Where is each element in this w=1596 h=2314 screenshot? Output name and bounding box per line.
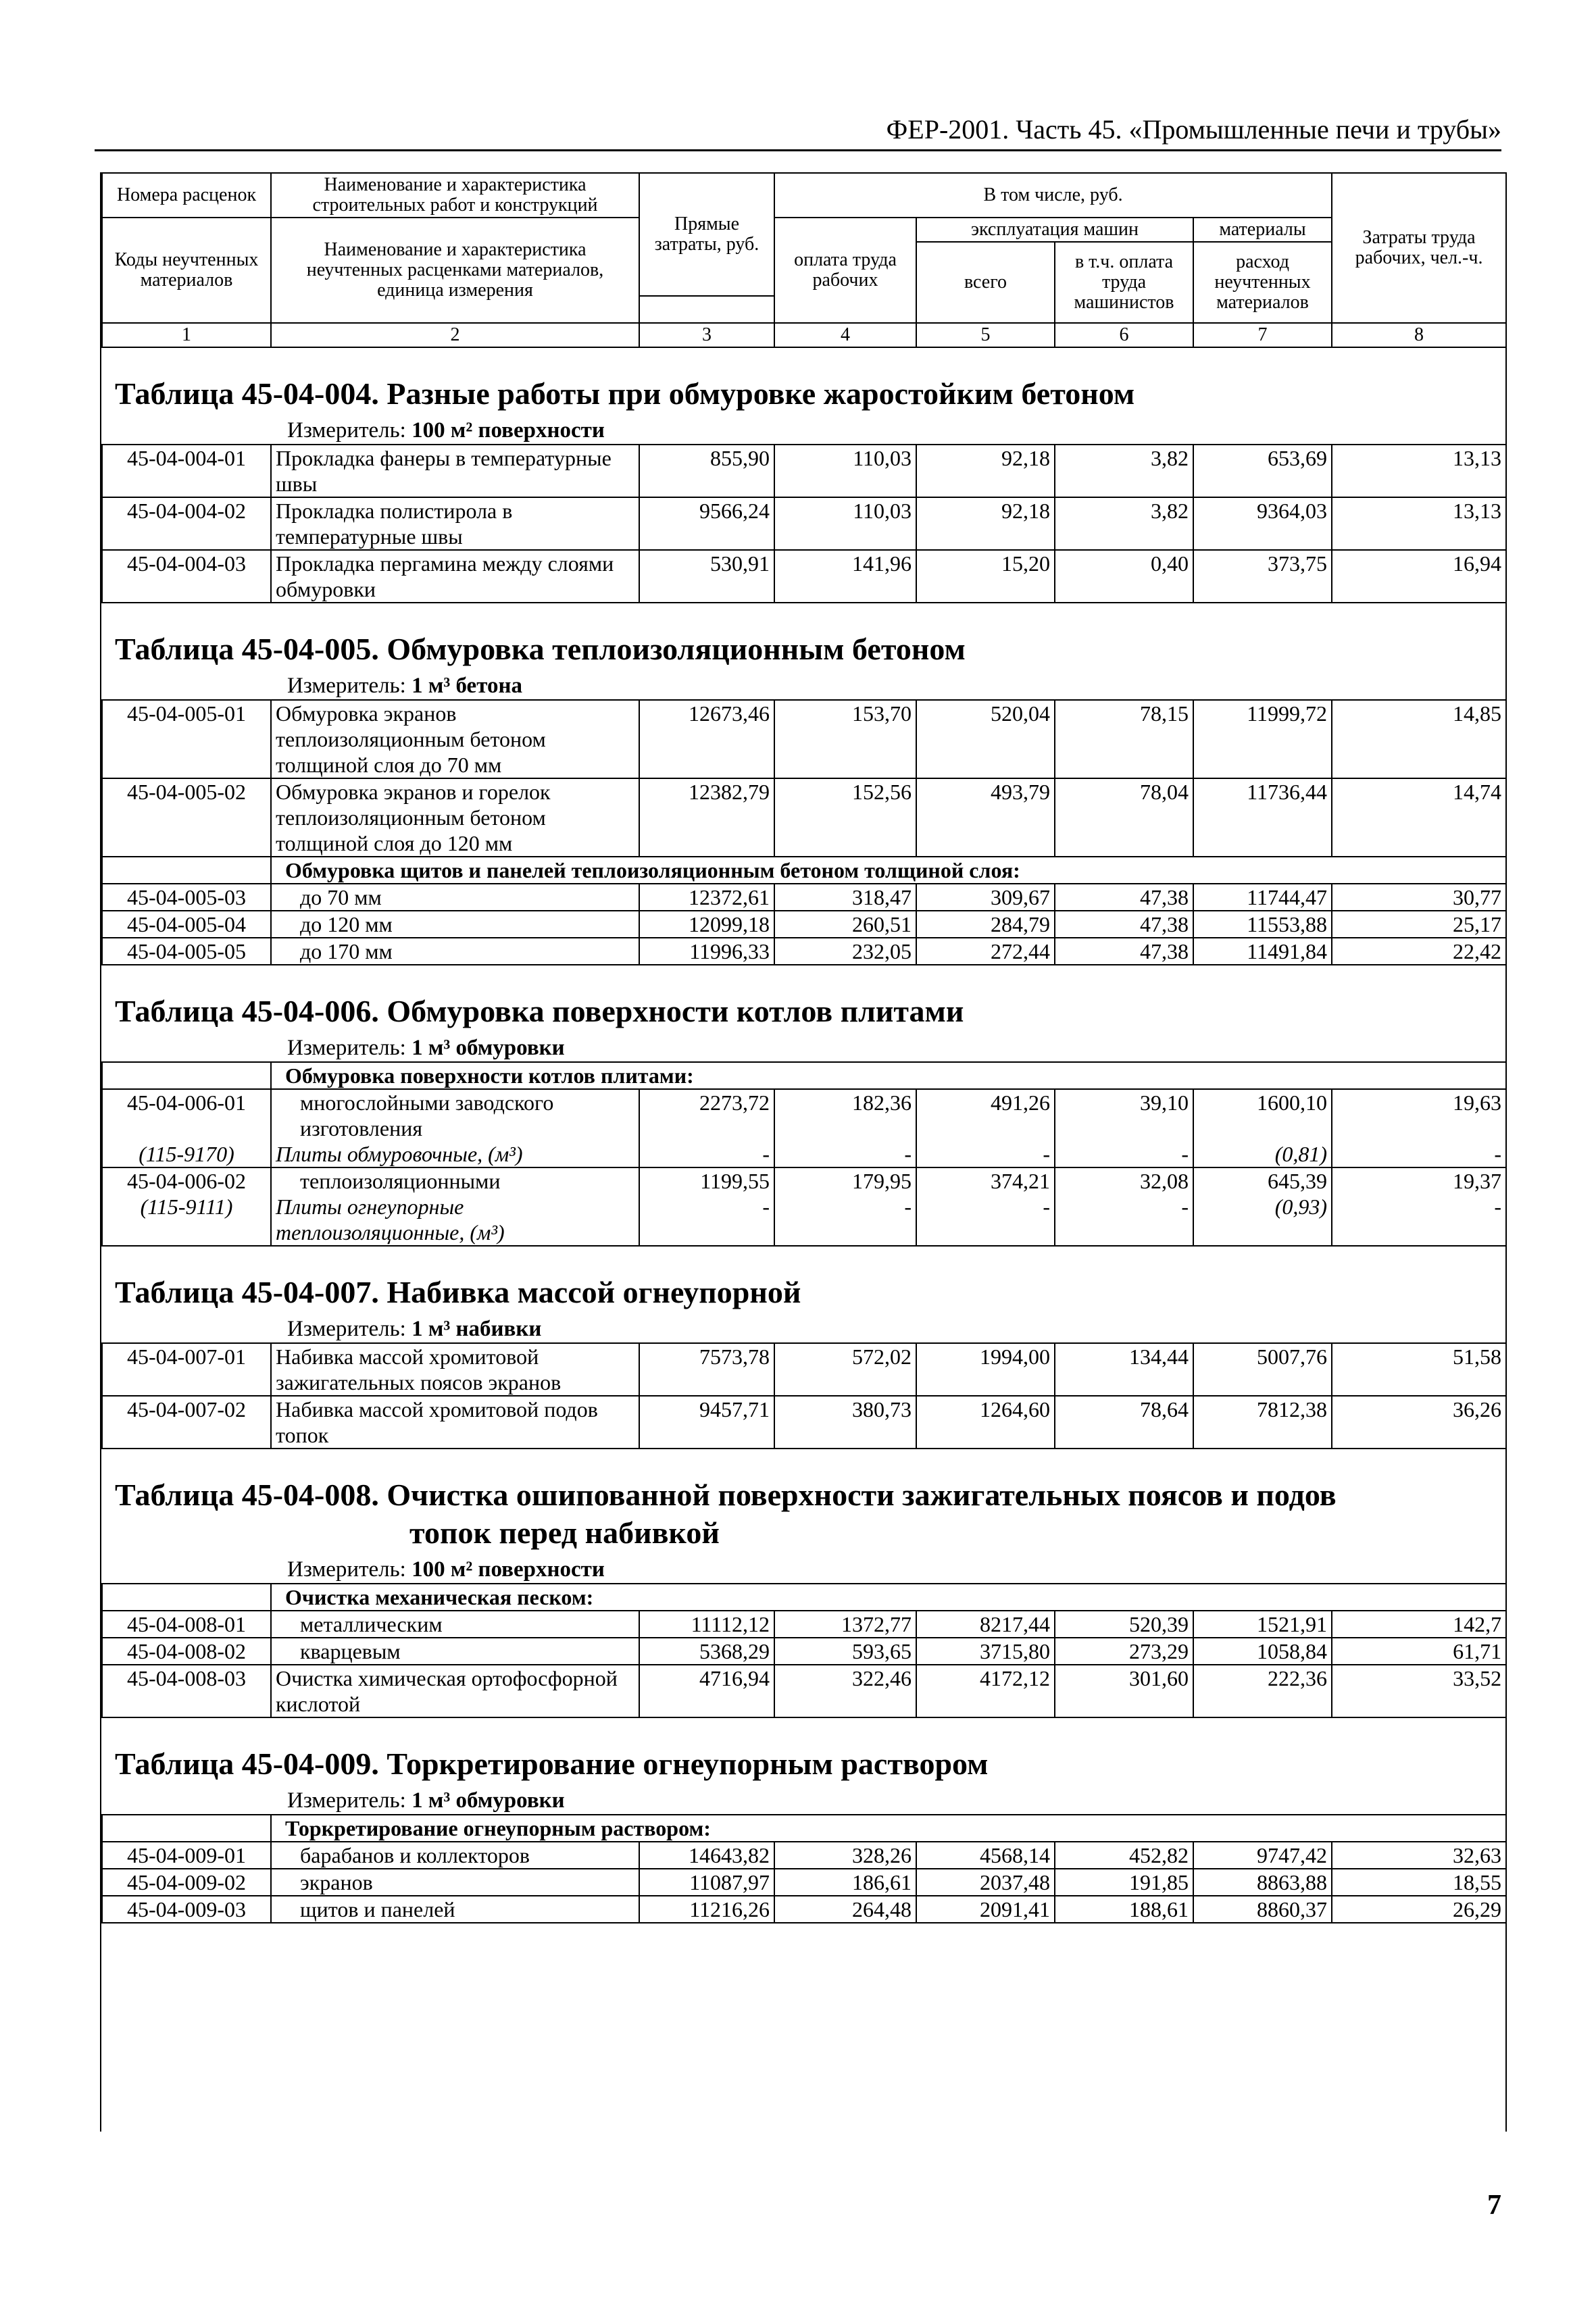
direct-costs: 5368,29 bbox=[639, 1638, 774, 1665]
work-name: многослойными заводского изготовления bbox=[300, 1090, 554, 1140]
materials: 11553,88 bbox=[1193, 911, 1332, 938]
running-header: ФЕР-2001. Часть 45. «Промышленные печи и трубы» bbox=[95, 114, 1501, 151]
table-row bbox=[102, 1842, 1506, 1869]
rate-code: 45-04-007-01 bbox=[102, 1343, 271, 1396]
labor-hours: 36,26 bbox=[1332, 1396, 1506, 1449]
table-row bbox=[102, 1089, 1506, 1167]
section-45-04-005 bbox=[101, 630, 1505, 965]
material-direct: - bbox=[762, 1194, 770, 1219]
machines-operators: 78,64 bbox=[1055, 1396, 1193, 1449]
material-name: Плиты обмуровочные, (м³) bbox=[276, 1142, 523, 1166]
labor-pay: 141,96 bbox=[774, 550, 916, 603]
labor-hours: 33,52 bbox=[1332, 1665, 1506, 1717]
hdr-num: 1 bbox=[102, 323, 271, 347]
table-row bbox=[102, 1611, 1506, 1638]
meter: Измеритель: 100 м² поверхности bbox=[287, 418, 605, 443]
rates-table bbox=[101, 1583, 1507, 1718]
page-number: 7 bbox=[1487, 2190, 1501, 2221]
meter: Измеритель: 100 м² поверхности bbox=[287, 1557, 605, 1582]
table-row bbox=[102, 884, 1506, 911]
group-subheader: Очистка механическая песком: bbox=[271, 1584, 1506, 1611]
work-name: Прокладка пергамина между слоями обмуровки bbox=[271, 550, 639, 603]
rate-code: 45-04-004-02 bbox=[102, 497, 271, 550]
machines-total: 2037,48 bbox=[916, 1869, 1055, 1896]
machines-total: 92,18 bbox=[916, 497, 1055, 550]
materials: 11744,47 bbox=[1193, 884, 1332, 911]
table-row bbox=[102, 1896, 1506, 1923]
machines-operators: 134,44 bbox=[1055, 1343, 1193, 1396]
hdr-machines-total: всего bbox=[916, 242, 1055, 323]
machines-total: 493,79 bbox=[916, 778, 1055, 857]
materials: 9364,03 bbox=[1193, 497, 1332, 550]
direct-costs: 14643,82 bbox=[639, 1842, 774, 1869]
materials: 11736,44 bbox=[1193, 778, 1332, 857]
work-name: Набивка массой хромитовой зажигательных поясов экранов bbox=[271, 1343, 639, 1396]
section-45-04-007 bbox=[101, 1274, 1505, 1449]
rate-code: 45-04-008-01 bbox=[102, 1611, 271, 1638]
direct-costs: 12382,79 bbox=[639, 778, 774, 857]
rate-code: 45-04-005-01 bbox=[102, 700, 271, 778]
machines-operators: 520,39 bbox=[1055, 1611, 1193, 1638]
table-row bbox=[102, 778, 1506, 857]
machines-operators: 47,38 bbox=[1055, 884, 1193, 911]
labor-pay: 153,70 bbox=[774, 700, 916, 778]
labor-hours: 26,29 bbox=[1332, 1896, 1506, 1923]
material-labor: - bbox=[904, 1142, 912, 1166]
machines-operators: 0,40 bbox=[1055, 550, 1193, 603]
rate-code: 45-04-005-03 bbox=[102, 884, 271, 911]
rates-table bbox=[101, 1342, 1507, 1449]
material-mach: - bbox=[1043, 1194, 1050, 1219]
meter: Измеритель: 1 м³ набивки bbox=[287, 1317, 542, 1341]
hdr-num: 7 bbox=[1193, 323, 1332, 347]
hdr-empty bbox=[639, 296, 774, 323]
table-row bbox=[102, 550, 1506, 603]
work-name: Обмуровка экранов теплоизоляционным бетоном толщиной слоя до 70 мм bbox=[271, 700, 639, 778]
labor-pay: 152,56 bbox=[774, 778, 916, 857]
section-45-04-006 bbox=[101, 992, 1505, 1247]
table-row bbox=[102, 911, 1506, 938]
materials: 373,75 bbox=[1193, 550, 1332, 603]
labor-pay: 186,61 bbox=[774, 1869, 916, 1896]
work-name: металлическим bbox=[271, 1611, 639, 1638]
materials: 8863,88 bbox=[1193, 1869, 1332, 1896]
machines-total: 8217,44 bbox=[916, 1611, 1055, 1638]
machines-total: 309,67 bbox=[916, 884, 1055, 911]
group-subheader: Торкретирование огнеупорным раствором: bbox=[271, 1815, 1506, 1842]
labor-hours: 142,7 bbox=[1332, 1611, 1506, 1638]
material-direct: - bbox=[762, 1142, 770, 1166]
hdr-codes-top: Номера расценок bbox=[102, 173, 271, 218]
labor-pay: 232,05 bbox=[774, 938, 916, 965]
table-row bbox=[102, 1869, 1506, 1896]
materials: 1600,10 bbox=[1257, 1090, 1327, 1115]
machines-total: 92,18 bbox=[916, 445, 1055, 497]
rate-code: 45-04-006-02 bbox=[127, 1169, 246, 1193]
price-sheet bbox=[100, 172, 1507, 2132]
labor-pay: 380,73 bbox=[774, 1396, 916, 1449]
rate-code: 45-04-008-02 bbox=[102, 1638, 271, 1665]
section-45-04-008 bbox=[101, 1476, 1505, 1718]
direct-costs: 11996,33 bbox=[639, 938, 774, 965]
table-row bbox=[102, 497, 1506, 550]
table-row bbox=[102, 700, 1506, 778]
labor-hours: 19,63 bbox=[1453, 1090, 1502, 1115]
machines-total: 2091,41 bbox=[916, 1896, 1055, 1923]
hdr-names-top: Наименование и характеристика строительных работ и конструкций bbox=[271, 173, 639, 218]
hdr-machines: эксплуатация машин bbox=[916, 218, 1193, 242]
section-title: Таблица 45-04-004. Разные работы при обмуровке жаростойким бетоном bbox=[115, 376, 1135, 411]
labor-pay: 260,51 bbox=[774, 911, 916, 938]
section-45-04-009 bbox=[101, 1745, 1505, 1923]
direct-costs: 11112,12 bbox=[639, 1611, 774, 1638]
table-row bbox=[102, 1167, 1506, 1246]
column-header-table bbox=[101, 172, 1507, 348]
machines-operators: 273,29 bbox=[1055, 1638, 1193, 1665]
machines-operators: 47,38 bbox=[1055, 911, 1193, 938]
section-45-04-004 bbox=[101, 375, 1505, 603]
labor-hours: 14,85 bbox=[1332, 700, 1506, 778]
machines-total: 520,04 bbox=[916, 700, 1055, 778]
machines-operators: 39,10 bbox=[1140, 1090, 1189, 1115]
direct-costs: 9566,24 bbox=[639, 497, 774, 550]
machines-operators: 301,60 bbox=[1055, 1665, 1193, 1717]
materials: 11491,84 bbox=[1193, 938, 1332, 965]
hdr-machines-operators: в т.ч. оплата труда машинистов bbox=[1055, 242, 1193, 323]
machines-operators: 3,82 bbox=[1055, 445, 1193, 497]
table-row bbox=[102, 938, 1506, 965]
hdr-labor-costs: Затраты труда рабочих, чел.-ч. bbox=[1332, 173, 1506, 323]
direct-costs: 12099,18 bbox=[639, 911, 774, 938]
material-quantity: (0,81) bbox=[1274, 1142, 1327, 1166]
material-name: Плиты огнеупорные теплоизоляционные, (м³) bbox=[276, 1194, 505, 1244]
material-labor: - bbox=[904, 1194, 912, 1219]
table-row bbox=[102, 1343, 1506, 1396]
labor-pay: 1372,77 bbox=[774, 1611, 916, 1638]
labor-pay: 179,95 bbox=[852, 1169, 912, 1193]
machines-total: 284,79 bbox=[916, 911, 1055, 938]
machines-total: 4172,12 bbox=[916, 1665, 1055, 1717]
rate-code: 45-04-009-03 bbox=[102, 1896, 271, 1923]
work-name: Обмуровка экранов и горелок теплоизоляционным бетоном толщиной слоя до 120 мм bbox=[271, 778, 639, 857]
labor-pay: 318,47 bbox=[774, 884, 916, 911]
direct-costs: 11216,26 bbox=[639, 1896, 774, 1923]
work-name: щитов и панелей bbox=[271, 1896, 639, 1923]
machines-total: 3715,80 bbox=[916, 1638, 1055, 1665]
material-hours: - bbox=[1494, 1142, 1502, 1166]
work-name: до 120 мм bbox=[271, 911, 639, 938]
machines-operators: 3,82 bbox=[1055, 497, 1193, 550]
direct-costs: 12673,46 bbox=[639, 700, 774, 778]
direct-costs: 11087,97 bbox=[639, 1869, 774, 1896]
labor-hours: 25,17 bbox=[1332, 911, 1506, 938]
material-oper: - bbox=[1181, 1142, 1189, 1166]
labor-pay: 572,02 bbox=[774, 1343, 916, 1396]
table-row bbox=[102, 1665, 1506, 1717]
work-name: до 170 мм bbox=[271, 938, 639, 965]
labor-hours: 30,77 bbox=[1332, 884, 1506, 911]
work-name: кварцевым bbox=[271, 1638, 639, 1665]
machines-operators: 78,15 bbox=[1055, 700, 1193, 778]
hdr-num: 8 bbox=[1332, 323, 1506, 347]
hdr-names-bottom: Наименование и характеристика неучтенных расценками материалов, единица измерения bbox=[271, 218, 639, 323]
hdr-num: 5 bbox=[916, 323, 1055, 347]
machines-operators: 188,61 bbox=[1055, 1896, 1193, 1923]
machines-total: 374,21 bbox=[991, 1169, 1050, 1193]
direct-costs: 855,90 bbox=[639, 445, 774, 497]
rate-code: 45-04-007-02 bbox=[102, 1396, 271, 1449]
work-name: экранов bbox=[271, 1869, 639, 1896]
work-name: теплоизоляционными bbox=[300, 1169, 501, 1193]
rate-code: 45-04-008-03 bbox=[102, 1665, 271, 1717]
hdr-num: 4 bbox=[774, 323, 916, 347]
rates-table bbox=[101, 699, 1507, 965]
table-row bbox=[102, 445, 1506, 497]
machines-total: 491,26 bbox=[991, 1090, 1050, 1115]
labor-pay: 110,03 bbox=[774, 497, 916, 550]
table-row bbox=[102, 1638, 1506, 1665]
group-subheader: Обмуровка поверхности котлов плитами: bbox=[271, 1062, 1506, 1089]
work-name: Очистка химическая ортофосфорной кислотой bbox=[271, 1665, 639, 1717]
rate-code: 45-04-005-04 bbox=[102, 911, 271, 938]
meter: Измеритель: 1 м³ обмуровки bbox=[287, 1788, 565, 1813]
material-oper: - bbox=[1181, 1194, 1189, 1219]
labor-hours: 16,94 bbox=[1332, 550, 1506, 603]
machines-operators: 78,04 bbox=[1055, 778, 1193, 857]
labor-hours: 14,74 bbox=[1332, 778, 1506, 857]
direct-costs: 7573,78 bbox=[639, 1343, 774, 1396]
labor-pay: 182,36 bbox=[852, 1090, 912, 1115]
labor-hours: 61,71 bbox=[1332, 1638, 1506, 1665]
labor-hours: 13,13 bbox=[1332, 445, 1506, 497]
hdr-including: В том числе, руб. bbox=[774, 173, 1332, 218]
machines-operators: 452,82 bbox=[1055, 1842, 1193, 1869]
hdr-num: 3 bbox=[639, 323, 774, 347]
subheader-row bbox=[102, 857, 1506, 884]
hdr-materials: материалы bbox=[1193, 218, 1332, 242]
section-title: Таблица 45-04-005. Обмуровка теплоизоляционным бетоном bbox=[115, 632, 966, 666]
materials: 9747,42 bbox=[1193, 1842, 1332, 1869]
materials: 645,39 bbox=[1268, 1169, 1327, 1193]
labor-pay: 110,03 bbox=[774, 445, 916, 497]
material-mach: - bbox=[1043, 1142, 1050, 1166]
labor-pay: 593,65 bbox=[774, 1638, 916, 1665]
labor-hours: 32,63 bbox=[1332, 1842, 1506, 1869]
hdr-labor-pay: оплата труда рабочих bbox=[774, 218, 916, 323]
materials: 222,36 bbox=[1193, 1665, 1332, 1717]
work-name: Прокладка фанеры в температурные швы bbox=[271, 445, 639, 497]
material-hours: - bbox=[1494, 1194, 1502, 1219]
direct-costs: 4716,94 bbox=[639, 1665, 774, 1717]
meter: Измеритель: 1 м³ бетона bbox=[287, 674, 522, 698]
materials: 653,69 bbox=[1193, 445, 1332, 497]
subheader-row bbox=[102, 1062, 1506, 1089]
rates-table bbox=[101, 444, 1507, 603]
labor-hours: 51,58 bbox=[1332, 1343, 1506, 1396]
rate-code: 45-04-004-03 bbox=[102, 550, 271, 603]
rates-table bbox=[101, 1814, 1507, 1923]
machines-total: 1264,60 bbox=[916, 1396, 1055, 1449]
machines-operators: 32,08 bbox=[1140, 1169, 1189, 1193]
labor-pay: 264,48 bbox=[774, 1896, 916, 1923]
hdr-num: 6 bbox=[1055, 323, 1193, 347]
section-title: Таблица 45-04-008. Очистка ошипованной поверхности зажигательных поясов и подов топок перед набивкой bbox=[115, 1476, 1505, 1552]
hdr-direct-costs: Прямые затраты, руб. bbox=[639, 173, 774, 296]
section-title-continuation: топок перед набивкой bbox=[409, 1515, 720, 1550]
materials: 7812,38 bbox=[1193, 1396, 1332, 1449]
rate-code: 45-04-005-05 bbox=[102, 938, 271, 965]
table-row bbox=[102, 1396, 1506, 1449]
labor-pay: 322,46 bbox=[774, 1665, 916, 1717]
section-title: Таблица 45-04-006. Обмуровка поверхности котлов плитами bbox=[115, 994, 964, 1028]
machines-operators: 191,85 bbox=[1055, 1869, 1193, 1896]
materials: 5007,76 bbox=[1193, 1343, 1332, 1396]
direct-costs: 9457,71 bbox=[639, 1396, 774, 1449]
materials: 1058,84 bbox=[1193, 1638, 1332, 1665]
material-code: (115-9170) bbox=[139, 1142, 234, 1166]
materials: 1521,91 bbox=[1193, 1611, 1332, 1638]
hdr-num: 2 bbox=[271, 323, 639, 347]
direct-costs: 12372,61 bbox=[639, 884, 774, 911]
subheader-row bbox=[102, 1584, 1506, 1611]
work-name: Прокладка полистирола в температурные швы bbox=[271, 497, 639, 550]
subheader-row bbox=[102, 1815, 1506, 1842]
machines-total: 4568,14 bbox=[916, 1842, 1055, 1869]
section-title: Таблица 45-04-009. Торкретирование огнеупорным раствором bbox=[115, 1746, 989, 1781]
rate-code: 45-04-005-02 bbox=[102, 778, 271, 857]
materials: 11999,72 bbox=[1193, 700, 1332, 778]
labor-hours: 18,55 bbox=[1332, 1869, 1506, 1896]
labor-hours: 19,37 bbox=[1453, 1169, 1502, 1193]
labor-hours: 22,42 bbox=[1332, 938, 1506, 965]
rate-code: 45-04-009-01 bbox=[102, 1842, 271, 1869]
machines-total: 1994,00 bbox=[916, 1343, 1055, 1396]
rate-code: 45-04-004-01 bbox=[102, 445, 271, 497]
hdr-materials-unaccounted: расход неучтенных материалов bbox=[1193, 242, 1332, 323]
material-quantity: (0,93) bbox=[1274, 1194, 1327, 1219]
rates-table bbox=[101, 1061, 1507, 1247]
meter: Измеритель: 1 м³ обмуровки bbox=[287, 1036, 565, 1060]
material-code: (115-9111) bbox=[140, 1194, 233, 1219]
labor-pay: 328,26 bbox=[774, 1842, 916, 1869]
machines-total: 15,20 bbox=[916, 550, 1055, 603]
group-subheader: Обмуровка щитов и панелей теплоизоляционным бетоном толщиной слоя: bbox=[271, 857, 1506, 884]
machines-operators: 47,38 bbox=[1055, 938, 1193, 965]
direct-costs: 530,91 bbox=[639, 550, 774, 603]
work-name: Набивка массой хромитовой подов топок bbox=[271, 1396, 639, 1449]
labor-hours: 13,13 bbox=[1332, 497, 1506, 550]
direct-costs: 1199,55 bbox=[700, 1169, 770, 1193]
work-name: барабанов и коллекторов bbox=[271, 1842, 639, 1869]
rate-code: 45-04-006-01 bbox=[127, 1090, 246, 1115]
machines-total: 272,44 bbox=[916, 938, 1055, 965]
hdr-codes-bottom: Коды неучтенных материалов bbox=[102, 218, 271, 323]
section-title: Таблица 45-04-007. Набивка массой огнеупорной bbox=[115, 1275, 801, 1309]
materials: 8860,37 bbox=[1193, 1896, 1332, 1923]
rate-code: 45-04-009-02 bbox=[102, 1869, 271, 1896]
direct-costs: 2273,72 bbox=[699, 1090, 770, 1115]
work-name: до 70 мм bbox=[271, 884, 639, 911]
